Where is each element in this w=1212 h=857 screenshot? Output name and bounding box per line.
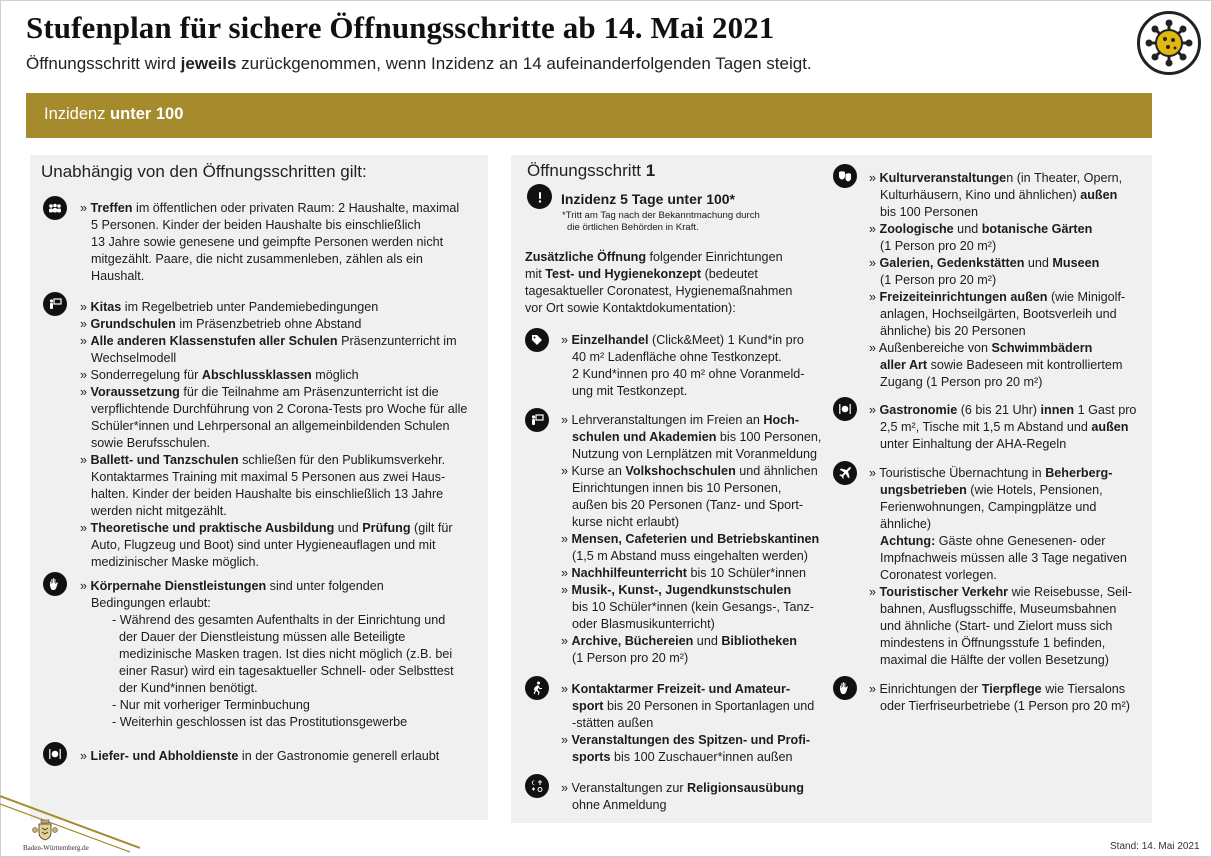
hand-icon — [43, 572, 67, 596]
einzelhandel-block: » Einzelhandel (Click&Meet) 1 Kund*in pro 40 m² Ladenfläche ohne Testkonzept. 2 Kund*innen pro 40 m² ohne Voranmeld- ung mit Testkonzept. — [561, 333, 805, 398]
tierpflege-block: » Einrichtungen der Tierpflege wie Tiersalons oder Tierfriseurbetriebe (1 Person pro 20 m²) — [869, 682, 1130, 713]
page-title: Stufenplan für sichere Öffnungsschritte ab 14. Mai 2021 — [26, 10, 775, 45]
lecturer-icon — [525, 408, 549, 432]
inzidenz-block: Inzidenz 5 Tage unter 100* — [561, 191, 736, 207]
crest-label: Baden-Württemberg.de — [23, 844, 89, 852]
plate-cutlery-icon — [43, 742, 67, 766]
exclamation-icon — [527, 184, 552, 209]
uebernachtung-block: » Touristische Übernachtung in Beherberg- ungsbetrieben (wie Hotels, Pensionen, Ferienwohnungen, Campingplätze und ähnliche) Achtung: Gäste ohne Genesenen- oder Impfnachweis müssen alle 3 Tage negativen Coronatest vorlegen. » Touristischer Verkehr wie Reisebusse, Seil- bahnen, Ausflugsschiffe, Museumsbahnen und ähnliche (Start- und Zielort muss sich mindestens in Öffnungsstufe 1 befinden, maximal die Hälfte der vollen Besetzung) — [869, 466, 1132, 667]
plate-cutlery-icon — [833, 397, 857, 421]
treffen-block: » Treffen im öffentlichen oder privaten Raum: 2 Haushalte, maximal 5 Personen. Kinder der beiden Haushalte bis einschließlich 13 Jahre sowie genesene und geimpfte Personen werden nicht mitgezählt. Paare, die nicht zusammenleben, zählen als ein Haushalt. — [80, 201, 460, 283]
liefer-block: » Liefer- und Abholdienste in der Gastronomie generell erlaubt — [80, 749, 440, 763]
virus-logo-icon — [1137, 11, 1201, 75]
stand-date: Stand: 14. Mai 2021 — [1110, 841, 1200, 852]
religion-block: » Veranstaltungen zur Religionsausübung ohne Anmeldung — [561, 781, 804, 812]
left-heading: Unabhängig von den Öffnungsschritten gilt: — [41, 162, 367, 181]
airplane-icon — [833, 461, 857, 485]
zusaetzlich-block: Zusätzliche Öffnung folgender Einrichtungen mit Test- und Hygienekonzept (bedeutet tagesaktueller Coronatest, Hygienemaßnahmen vor Ort sowie Kontaktdokumentation): — [525, 250, 793, 315]
gastronomie-block: » Gastronomie (6 bis 21 Uhr) innen 1 Gast pro 2,5 m², Tische mit 1,5 m Abstand und außen unter Einhaltung der AHA-Regeln — [869, 403, 1137, 451]
religion-symbols-icon — [525, 774, 549, 798]
people-meeting-icon — [43, 196, 67, 220]
bildung-block: » Lehrveranstaltungen im Freien an Hoch- schulen und Akademien bis 100 Personen, Nutzung von Lernplätzen mit Voranmeldung » Kurse an Volkshochschulen und ähnlichen Einrichtungen innen bis 10 Personen, außen bis 20 Personen (Tanz- und Sport- kurse nicht erlaubt) » Mensen, Cafeterien und Betriebskantinen (1,5 m Abstand muss eingehalten werden) » Nachhilfeunterricht bis 10 Schüler*innen » Musik-, Kunst-, Jugendkunstschulen bis 10 Schüler*innen (kein Gesangs-, Tanz- oder Blasmusikunterricht) » Archive, Büchereien und Bibliotheken (1 Person pro 20 m²) — [561, 413, 822, 665]
koerper-block: » Körpernahe Dienstleistungen sind unter folgenden Bedingungen erlaubt: - Während des gesamten Aufenthalts in der Einrichtung und der Dauer der Dienstleistung müssen alle Beteiligte medizinische Masken tragen. Ist dies nicht möglich (z.B. bei einer Rasur) wird ein tagesaktueller Schnell- oder Selbsttest der Kund*innen benötigt. - Nur mit vorheriger Terminbuchung - Weiterhin geschlossen ist das Prostitutionsgewerbe — [80, 579, 454, 729]
kultur-block: » Kulturveranstaltungen (in Theater, Opern, Kulturhäusern, Kino und ähnlichen) außen bis 100 Personen » Zoologische und botanische Gärten (1 Person pro 20 m²) » Galerien, Gedenkstätten und Museen (1 Person pro 20 m²) » Freizeiteinrichtungen außen (wie Minigolf- anlagen, Hochseilgärten, Bootsverleih und ähnliche) bis 20 Personen » Außenbereiche von Schwimmbädern aller Art sowie Badeseen mit kontrolliertem Zugang (1 Person pro 20 m²) — [869, 171, 1126, 389]
incidence-banner: Inzidenz unter 100 — [26, 93, 1152, 138]
inzidenz-note: *Tritt am Tag nach der Bekanntmachung durch die örtlichen Behörden in Kraft. — [562, 210, 760, 233]
runner-icon — [525, 676, 549, 700]
theater-masks-icon — [833, 164, 857, 188]
price-tag-icon — [525, 328, 549, 352]
sport-block: » Kontaktarmer Freizeit- und Amateur- sport bis 20 Personen in Sportanlagen und -stätten außen » Veranstaltungen des Spitzen- und Profi- sports bis 100 Zuschauer*innen außen — [561, 682, 815, 764]
page-subtitle: Öffnungsschritt wird jeweils zurückgenommen, wenn Inzidenz an 14 aufeinanderfolgenden Tagen steigt. — [26, 54, 812, 73]
mid-heading: Öffnungsschritt 1 — [527, 161, 656, 180]
hand-icon — [833, 676, 857, 700]
schule-block: » Kitas im Regelbetrieb unter Pandemiebedingungen » Grundschulen im Präsenzbetrieb ohne Abstand » Alle anderen Klassenstufen aller Schulen Präsenzunterricht im Wechselmodell » Sonderregelung für Abschlussklassen möglich » Voraussetzung für die Teilnahme am Präsenzunterricht ist die verpflichtende Durchführung von 2 Corona-Tests pro Woche für alle Schüler*innen und Lehrpersonal an allgemeinbildenden Schulen sowie Berufsschulen. » Ballett- und Tanzschulen schließen für den Publikumsverkehr. Kontaktarmes Training mit maximal 5 Personen aus zwei Haus- halten. Kinder der beiden Haushalte bis einschließlich 13 Jahre werden nicht mitgezählt. » Theoretische und praktische Ausbildung und Prüfung (gilt für Auto, Flugzeug und Boot) sind unter Hygieneauflagen und mit medizinischer Maske möglich. — [80, 300, 468, 569]
teacher-board-icon — [43, 292, 67, 316]
